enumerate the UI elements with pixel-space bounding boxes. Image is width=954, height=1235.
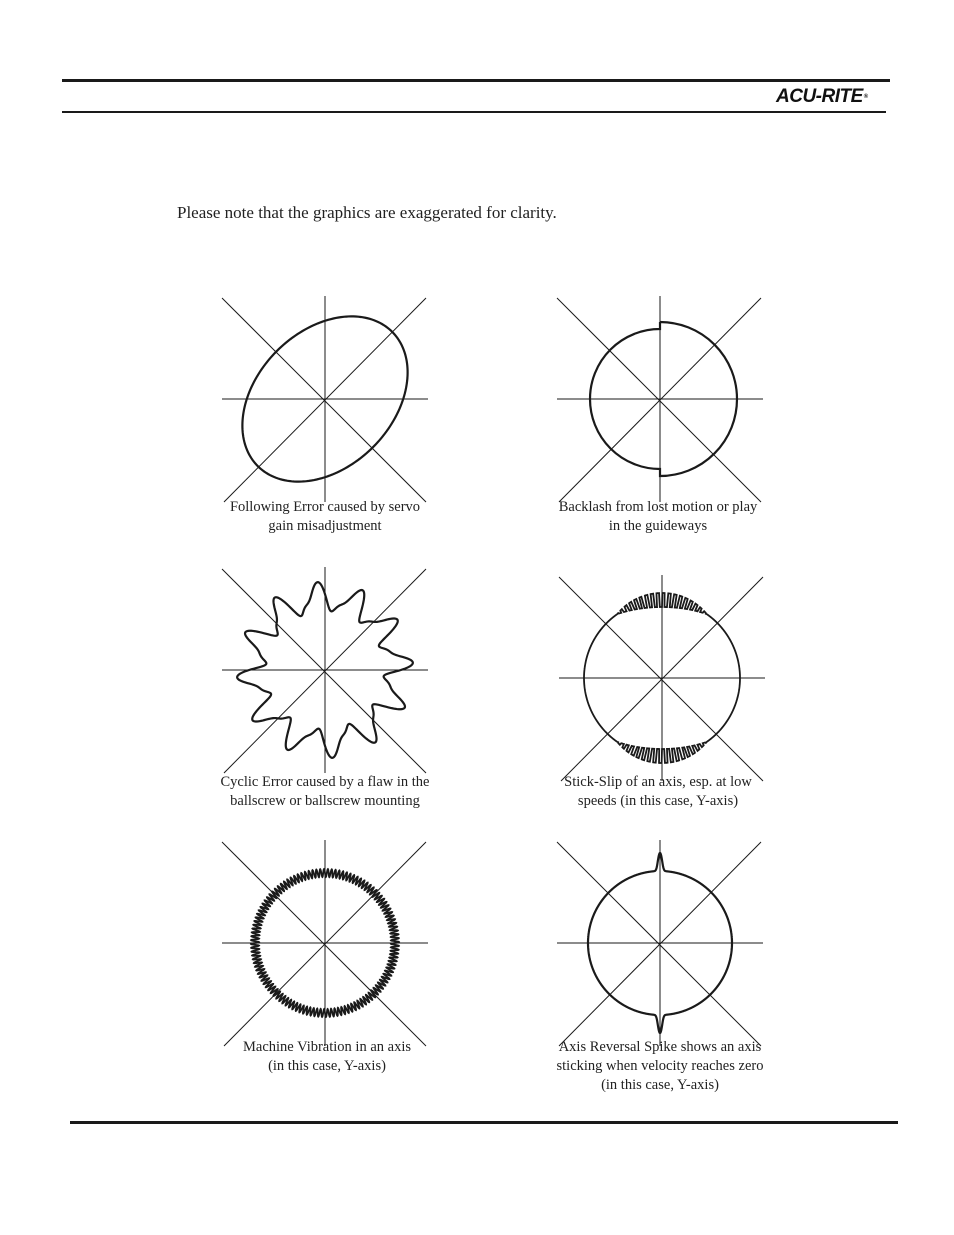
figure-cyclic-error [210,555,440,785]
caption-machine-vibration: Machine Vibration in an axis (in this case, Y-axis) [243,1039,411,1074]
caption-following-error: Following Error caused by servo gain misadjustment [229,499,421,534]
following-error-graphic [210,284,440,514]
figure-backlash [545,284,775,514]
caption-reversal-spike: Axis Reversal Spike shows an axis sticking when velocity reaches zero (in this case, Y-axis) [556,1039,764,1093]
figure-machine-vibration [210,828,440,1058]
figure-following-error [210,284,440,514]
caption-stick-slip: Stick-Slip of an axis, esp. at low speeds (in this case, Y-axis) [564,774,752,809]
header-rule-bottom [62,111,886,113]
header-rule-top [62,79,890,82]
caption-cyclic-error: Cyclic Error caused by a flaw in the ballscrew or ballscrew mounting [220,774,430,809]
caption-backlash: Backlash from lost motion or play in the guideways [558,499,758,534]
stick-slip-graphic [547,563,777,793]
reversal-spike-graphic [545,828,775,1058]
machine-vibration-graphic [210,828,440,1058]
acu-rite-logo: ACU-RITE® [776,86,868,107]
footer-rule [70,1121,898,1124]
backlash-graphic [545,284,775,514]
figure-reversal-spike [545,828,775,1058]
figure-stick-slip [547,563,777,793]
cyclic-error-graphic [210,555,440,785]
intro-paragraph: Please note that the graphics are exaggerated for clarity. [177,203,557,222]
